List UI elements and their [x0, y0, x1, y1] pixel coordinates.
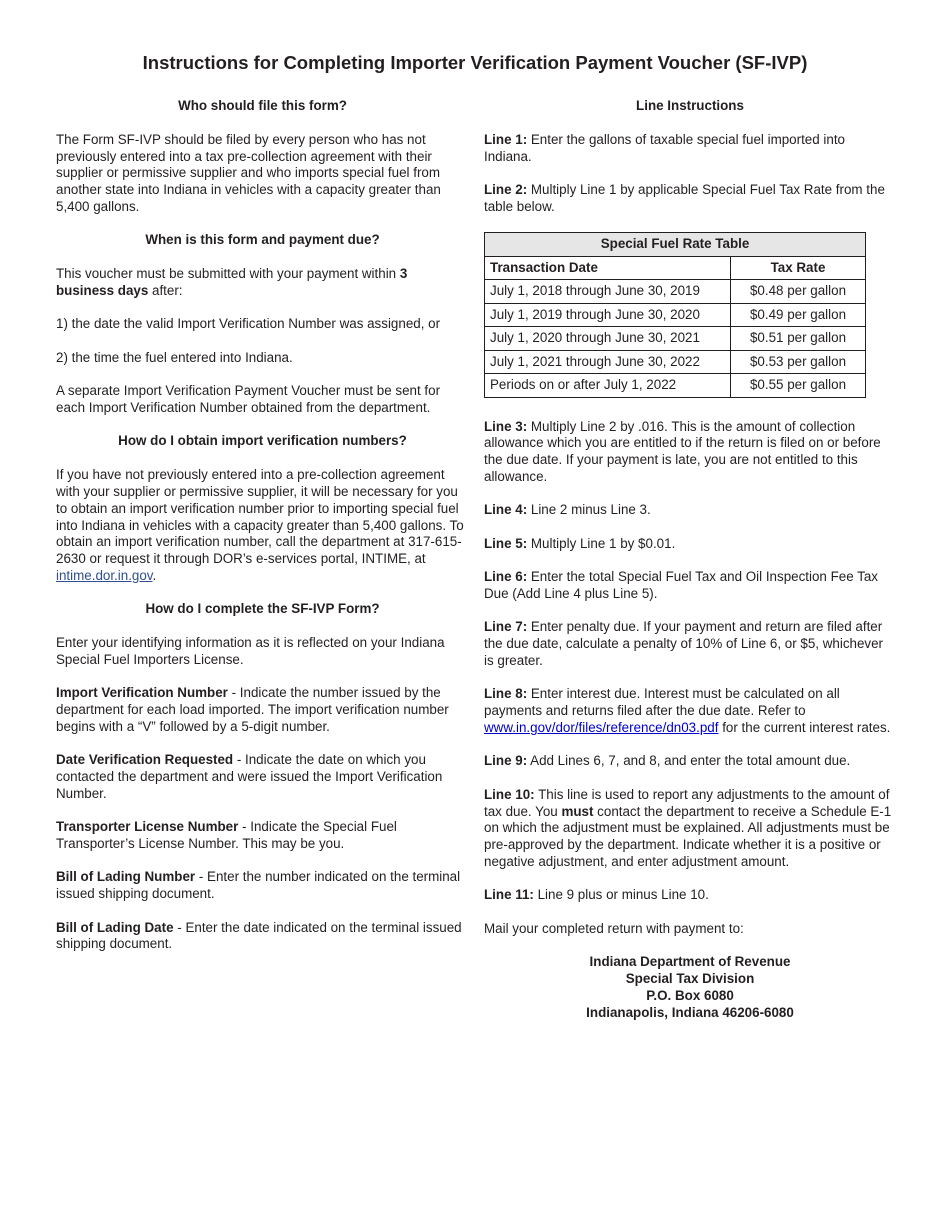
- address-line: Indianapolis, Indiana 46206-6080: [586, 1004, 794, 1020]
- address-line: Special Tax Division: [625, 970, 755, 986]
- when-text-a: This voucher must be submitted with your payment within: [56, 266, 400, 282]
- line-instructions-heading: Line Instructions: [636, 98, 744, 113]
- tax-rate-cell: $0.51 per gallon: [731, 327, 866, 351]
- field-label: Transporter License Number: [56, 819, 239, 835]
- interest-rates-link[interactable]: www.in.gov/dor/files/reference/dn03.pdf: [484, 720, 719, 735]
- field-text: - Indicate the Special Fuel Transporter’s License Number. This may be you.: [56, 819, 397, 852]
- mailing-address: [484, 954, 896, 1021]
- field-text: - Enter the date indicated on the terminal issued shipping document.: [56, 919, 462, 952]
- line-text: This line is used to report any adjustments to the amount of tax due. You: [484, 786, 890, 819]
- line-text: Multiply Line 1 by $0.01.: [527, 535, 676, 551]
- field-instruction: [56, 819, 469, 853]
- line-text-end: for the current interest rates.: [718, 720, 891, 735]
- table-row: [485, 327, 866, 351]
- when-text: [56, 266, 469, 300]
- field-instruction: [56, 869, 469, 903]
- line-emphasis: must: [561, 803, 594, 819]
- table-row: [485, 303, 866, 327]
- line-text: Add Lines 6, 7, and 8, and enter the total amount due.: [527, 753, 851, 769]
- table-row: [485, 374, 866, 398]
- tax-rate-cell: $0.49 per gallon: [731, 303, 866, 327]
- line-9: [484, 753, 896, 770]
- field-text: - Indicate the number issued by the department for each load imported. The import verification number begins with a “V” followed by a 5-digit number.: [56, 685, 449, 734]
- line-label: Line 9:: [484, 753, 528, 769]
- line-label: Line 2:: [484, 181, 528, 197]
- transaction-date-cell: Periods on or after July 1, 2022: [485, 374, 731, 398]
- line-4: [484, 502, 896, 519]
- line-text: Line 2 minus Line 3.: [527, 502, 651, 518]
- obtain-text: [56, 467, 469, 585]
- field-instruction: [56, 752, 469, 802]
- line-text: Multiply Line 1 by applicable Special Fuel Tax Rate from the table below.: [484, 181, 885, 214]
- transaction-date-cell: July 1, 2021 through June 30, 2022: [485, 350, 731, 374]
- line-label: Line 5:: [484, 535, 528, 551]
- field-instruction: [56, 685, 469, 735]
- line-7: [484, 619, 896, 669]
- line-label: Line 11:: [484, 887, 534, 903]
- table-row: [485, 350, 866, 374]
- field-text: - Enter the number indicated on the terminal issued shipping document.: [56, 869, 461, 902]
- line-label: Line 3:: [484, 418, 528, 434]
- line-1: [484, 132, 896, 166]
- transaction-date-header: Transaction Date: [485, 256, 731, 280]
- line-label: Line 7:: [484, 619, 528, 635]
- field-label: Import Verification Number: [56, 685, 228, 701]
- line-label: Line 4:: [484, 502, 528, 518]
- line-text: Multiply Line 2 by .016. This is the amount of collection allowance which you are entitled to if the return is filed on or before the due date. If your payment is late, you are not entitled to this allowance.: [484, 418, 881, 485]
- page-title: Instructions for Completing Importer Verification Payment Voucher (SF-IVP): [142, 52, 808, 73]
- line-5: [484, 536, 896, 553]
- when-text-bold: 3 business days: [56, 266, 408, 298]
- right-column: [484, 98, 896, 1021]
- obtain-text-end: .: [152, 567, 157, 583]
- when-item-1: 1) the date the valid Import Verification Number was assigned, or: [56, 316, 441, 332]
- line-label: Line 1:: [484, 131, 528, 147]
- transaction-date-cell: July 1, 2020 through June 30, 2021: [485, 327, 731, 351]
- left-column: [56, 98, 469, 970]
- line-10: [484, 787, 896, 871]
- tax-rate-cell: $0.48 per gallon: [731, 280, 866, 304]
- line-text: contact the department to receive a Schedule E-1 on which the adjustment must be explained. All adjustments must be pre-approved by the department. Indicate whether it is a positive or negative adjustment, and enter adjustment amount.: [484, 803, 892, 869]
- who-text: The Form SF-IVP should be filed by every person who has not previously entered into a tax pre-collection agreement with their supplier or permissive supplier and who imports special fuel from another state into Indiana in vehicles with a capacity greater than 5,400 gallons.: [56, 131, 441, 214]
- line-6: [484, 569, 896, 603]
- transaction-date-cell: July 1, 2018 through June 30, 2019: [485, 280, 731, 304]
- when-text-b: after:: [148, 282, 183, 298]
- complete-text: Enter your identifying information as it is reflected on your Indiana Special Fuel Importers License.: [56, 635, 445, 667]
- rate-table-caption: Special Fuel Rate Table: [485, 233, 866, 257]
- who-heading: Who should file this form?: [178, 98, 347, 113]
- mail-instruction: Mail your completed return with payment to:: [484, 920, 744, 936]
- obtain-text-body: If you have not previously entered into a pre-collection agreement with your supplier or permissive supplier, it will be necessary for you to obtain an import verification number prior to importing special fuel into Indiana in vehicles with a capacity greater than 5,400 gallons. To obtain an import verification number, call the department at 317-615-2630 or request it through DOR’s e-services portal, INTIME, at: [56, 467, 464, 567]
- line-text: Line 9 plus or minus Line 10.: [533, 887, 709, 903]
- table-row: [485, 280, 866, 304]
- when-item-2: 2) the time the fuel entered into Indiana.: [56, 349, 293, 365]
- line-text: Enter the gallons of taxable special fuel imported into Indiana.: [484, 131, 846, 164]
- separate-voucher-text: A separate Import Verification Payment Voucher must be sent for each Import Verification Number obtained from the department.: [56, 383, 441, 415]
- line-label: Line 8:: [484, 686, 528, 702]
- field-label: Bill of Lading Date: [56, 919, 174, 935]
- special-fuel-rate-table: [484, 232, 866, 398]
- line-text: Enter penalty due. If your payment and return are filed after the due date, calculate a penalty of 10% of Line 6, or $5, whichever is greater.: [484, 619, 884, 669]
- line-2: [484, 182, 896, 216]
- when-heading: When is this form and payment due?: [145, 232, 380, 248]
- line-text: Enter the total Special Fuel Tax and Oil Inspection Fee Tax Due (Add Line 4 plus Line 5).: [484, 569, 878, 602]
- line-8: [484, 686, 896, 736]
- line-11: [484, 887, 896, 904]
- transaction-date-cell: July 1, 2019 through June 30, 2020: [485, 303, 731, 327]
- tax-rate-header: Tax Rate: [731, 256, 866, 280]
- address-line: P.O. Box 6080: [646, 987, 734, 1003]
- field-instruction: [56, 920, 469, 954]
- line-3: [484, 419, 896, 486]
- complete-heading: How do I complete the SF-IVP Form?: [145, 601, 380, 617]
- line-text: Enter interest due. Interest must be calculated on all payments and returns filed after the due date. Refer to: [484, 686, 840, 719]
- address-line: Indiana Department of Revenue: [589, 954, 791, 970]
- tax-rate-cell: $0.55 per gallon: [731, 374, 866, 398]
- line-label: Line 10:: [484, 786, 535, 802]
- line-label: Line 6:: [484, 569, 528, 585]
- intime-link[interactable]: intime.dor.in.gov: [56, 567, 153, 583]
- tax-rate-cell: $0.53 per gallon: [731, 350, 866, 374]
- field-text: - Indicate the date on which you contacted the department and were issued the Import Verification Number.: [56, 752, 443, 801]
- field-label: Bill of Lading Number: [56, 869, 196, 885]
- field-label: Date Verification Requested: [56, 752, 234, 768]
- obtain-heading: How do I obtain import verification numbers?: [118, 433, 407, 449]
